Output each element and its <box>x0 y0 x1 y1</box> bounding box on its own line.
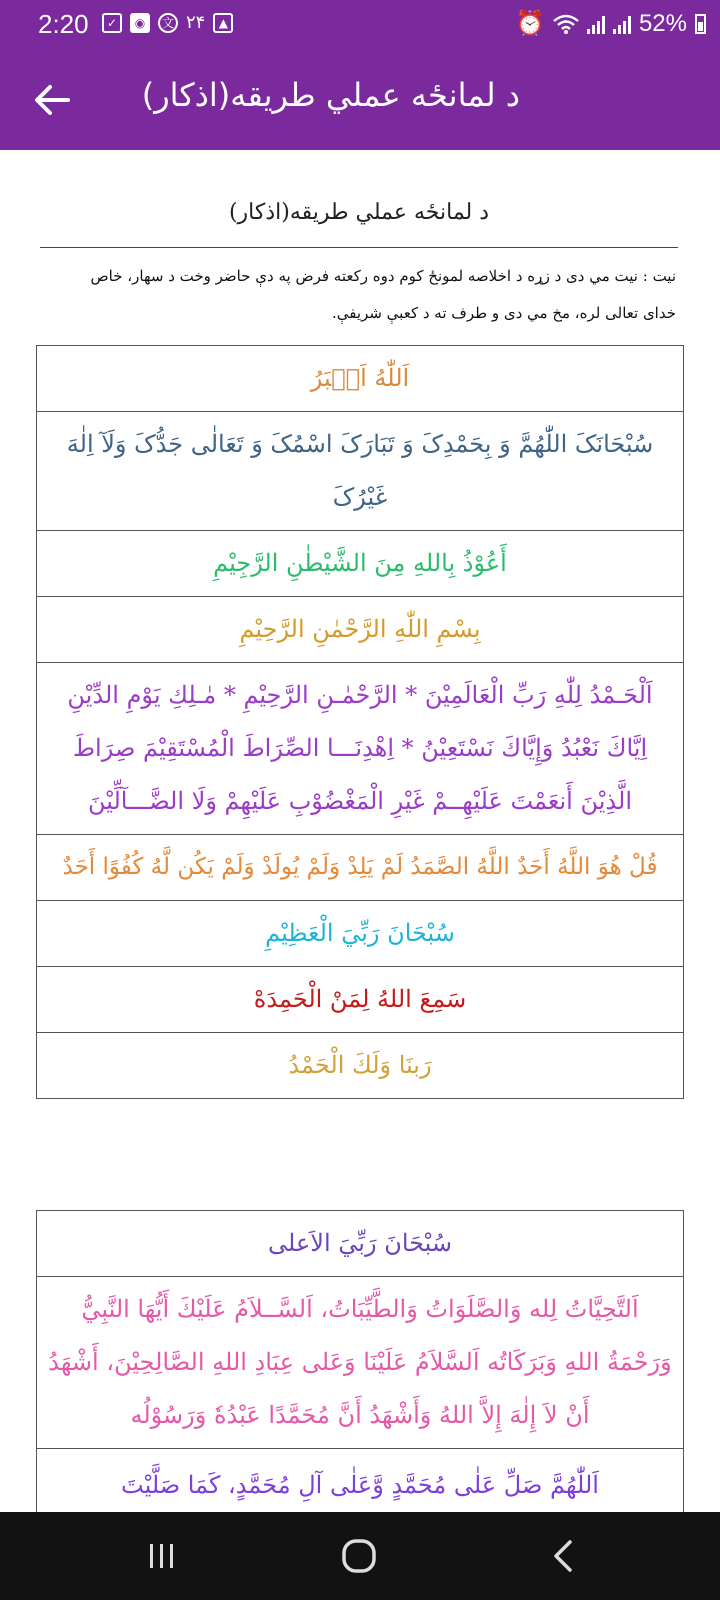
document-heading: د لمانځه عملي طريقه(اذکار) <box>228 200 490 225</box>
checkbox-icon: ✓ <box>102 13 122 33</box>
taawwudh-row: أَعُوْذُ بِاللهِ مِنَ الشَّيْطٰنِ الرَّجِيْمِ <box>37 531 684 597</box>
takbir-row: اَللّٰهُ اَكۡبَرُ <box>37 346 684 412</box>
content-area[interactable] <box>0 150 720 1512</box>
translate-icon: 文 <box>158 13 178 33</box>
navigation-bar <box>0 1512 720 1600</box>
basmala-row: بِسْمِ اللّٰهِ الرَّحْمٰنِ الرَّحِيْمِ <box>37 597 684 663</box>
home-button[interactable] <box>332 1528 388 1584</box>
battery-percentage: 52% <box>638 9 687 37</box>
wifi-icon <box>553 13 579 35</box>
fatiha-row: اَلْحَـمْدُ لِلّٰهِ رَبِّ الْعَالَمِيْنَ * الرَّحْمٰـنِ الرَّحِيْمِ * مٰـلِكِ يَوْمِ الدِّيْنِ اِيَّاكَ نَعْبُدُ وَإِيَّاكَ نَسْتَعِيْنُ * اِهْدِنَـــا الصِّرَاطَ الْمُسْتَقِيْمَ صِرَاطَ الَّذِيْنَ أَنعَمْتَ عَلَيْهِــمْ غَيْرِ الْمَغْضُوْبِ عَلَيْهِمْ وَلَا الضَّـــآلِّيْنَ <box>37 663 684 835</box>
sujud-tasbih-row: سُبْحَانَ رَبِّيَ الاَعلى <box>37 1211 684 1277</box>
salawat-row: اَللّٰهُمَّ صَلِّ عَلٰى مُحَمَّدٍ وَّعَلٰى آلِ مُحَمَّدٍ، كَمَا صَلَّيْتَ <box>37 1449 684 1513</box>
divider <box>40 247 678 248</box>
system-icons <box>515 9 706 38</box>
arrow-left-icon <box>28 76 76 124</box>
adhkar-table-1 <box>36 345 684 1099</box>
back-icon <box>538 1528 594 1584</box>
app-bar <box>0 48 720 150</box>
home-icon <box>332 1528 388 1584</box>
notification-icons <box>102 12 233 33</box>
app-icon: ◉ <box>130 13 150 33</box>
recent-apps-icon <box>134 1528 190 1584</box>
adhkar-table-2 <box>36 1210 684 1512</box>
ruku-tasbih-row: سُبْحَانَ رَبِّيَ الْعَظِيْمِ <box>37 901 684 967</box>
status-bar <box>0 0 720 48</box>
page-title: د لمانځه عملي طريقه(اذکار) <box>141 76 520 114</box>
image-icon: ▲ <box>213 13 233 33</box>
signal-icon <box>587 14 605 34</box>
status-time: 2:20 <box>38 9 89 39</box>
tasmee-row: سَمِعَ اللهُ لِمَنْ الْحَمِدَهْ <box>37 967 684 1033</box>
alarm-icon: ⏰ <box>515 10 545 37</box>
ikhlas-row: قُلْ هُوَ اللَّهُ أَحَدٌ اللَّهُ الصَّمَدُ لَمْ يَلِدْ وَلَمْ يُولَدْ وَلَمْ يَكُن لَّهُ كُفُوًا أَحَدٌ <box>37 835 684 901</box>
back-button[interactable] <box>28 76 76 124</box>
intention-text: نيت : نيت مي دی د زړه د اخلاصه لمونځ کوم دوه رکعته فرض په دې حاضر وخت د سهار، خاص خدای تعالی لره، مخ مي دی و طرف ته د کعبې شريفې. <box>90 267 676 322</box>
nav-back-button[interactable] <box>538 1528 594 1584</box>
signal-icon-2 <box>613 14 631 34</box>
recent-apps-button[interactable] <box>134 1528 190 1584</box>
tahmeed-row: رَبنَا وَلَكَ الْحَمْدُ <box>37 1033 684 1099</box>
tashahhud-row: اَلتَّحِيَّاتُ لِله وَالصَّلَوَاتُ وَالطَّيِّبَاتُ، اَلسَّــلاَمُ عَلَيْكَ أَيُّهَا النَّبِيُّ وَرَحْمَةُ اللهِ وَبَرَكَاتُه اَلسَّلاَمُ عَلَيْنَا وَعَلى عِبَادِ اللهِ الصَّالِحِيْنَ، أَشْهَدُ أَنْ لاَ إِلٰهَ إِلاَّ اللهُ وَأَشْهَدُ أَنَّ مُحَمَّدًا عَبْدُهٗ وَرَسُوْلُه <box>37 1277 684 1449</box>
thana-row: سُبْحَانَکَ اللّٰهُمَّ وَ بِحَمْدِکَ وَ تَبَارَکَ اسْمُکَ وَ تَعَالٰی جَدُّکَ وَلَآ اِلٰهَ غَيْرُکَ <box>37 412 684 531</box>
status-digits: ۲۴ <box>186 12 206 33</box>
battery-icon <box>695 14 706 34</box>
